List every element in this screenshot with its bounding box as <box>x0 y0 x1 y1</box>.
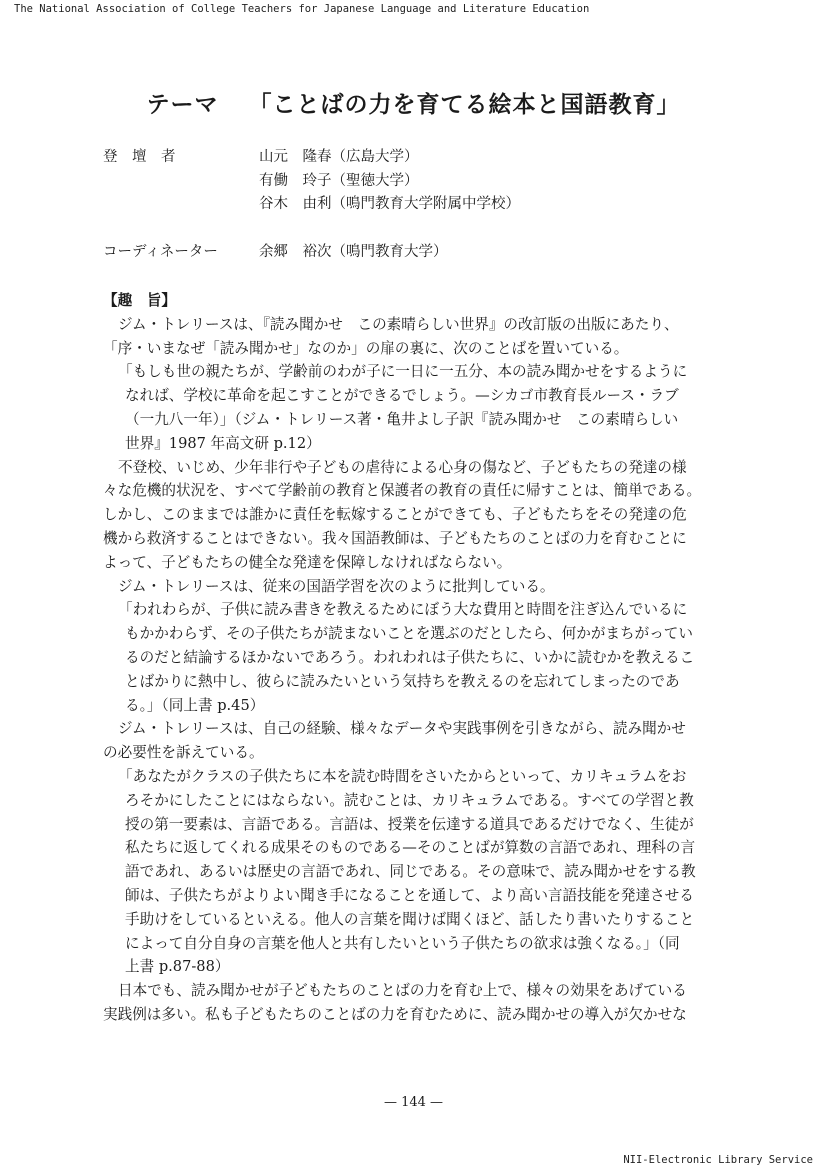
page-number: — 144 — <box>383 1095 444 1110</box>
body-line: よって、子どもたちの健全な発達を保障しなければならない。 <box>103 553 512 571</box>
body-line: 授の第一要素は、言語である。言語は、授業を伝達する道具であるだけでなく、生徒が <box>125 815 694 833</box>
body-line: （一九八一年）」（ジム・トレリース著・亀井よし子訳『読み聞かせ この素晴らしい <box>125 410 679 428</box>
body-line: 師は、子供たちがよりよい聞き手になることを通して、より高い言語技能を発達させる <box>125 886 694 904</box>
body-line: 上書 p.87-88） <box>125 958 230 976</box>
body-line: る。」（同上書 p.45） <box>125 696 265 714</box>
journal-header: The National Association of College Teachers for Japanese Language and Literature Education <box>14 3 590 15</box>
body-line: もかかわらず、その子供たちが読まないことを選ぶのだとしたら、何かがまちがってい <box>125 625 693 643</box>
body-text <box>103 289 736 1027</box>
title-main: 「ことばの力を育てる絵本と国語教育」 <box>248 91 681 118</box>
body-lines <box>103 313 736 1027</box>
body-line: とばかりに熱中し、彼らに読みたいという気持ちを教えるのを忘れてしまったのであ <box>125 672 680 690</box>
page-title <box>0 86 827 119</box>
speaker-name: 谷木 由利（鳴門教育大学附属中学校） <box>259 196 520 212</box>
body-line: 「あなたがクラスの子供たちに本を読む時間をさいたからといって、カリキュラムをお <box>118 767 687 785</box>
speaker-name: 山元 隆春（広島大学） <box>259 149 419 165</box>
body-line: 不登校、いじめ、少年非行や子どもの虐待による心身の傷など、子どもたちの発達の様 <box>118 458 687 476</box>
body-line: 語であれ、あるいは歴史の言語であれ、同じである。その意味で、読み聞かせをする教 <box>125 863 696 881</box>
body-line: 機から救済することはできない。我々国語教師は、子どもたちのことばの力を育むことに <box>103 529 687 547</box>
body-line: るのだと結論するほかないであろう。われわれは子供たちに、いかに読むかを教えるこ <box>125 648 695 666</box>
title-theme-label: テーマ <box>146 91 219 118</box>
body-line: 手助けをしているといえる。他人の言葉を聞けば聞くほど、話したり書いたりすること <box>125 910 695 928</box>
body-line: ジム・トレリースは、自己の経験、様々なデータや実践事例を引きながら、読み聞かせ <box>118 720 686 738</box>
body-line: 「もしも世の親たちが、学齢前のわが子に一日に一五分、本の読み聞かせをするように <box>118 363 688 381</box>
body-line: 「序・いまなぜ「読み聞かせ」なのか」の扉の裏に、次のことばを置いている。 <box>103 339 629 357</box>
coordinator-name: 余郷 裕次（鳴門教育大学） <box>259 244 448 260</box>
body-line: 「われわらが、子供に読み書きを教えるためにぼう大な費用と時間を注ぎ込んでいるに <box>118 601 688 619</box>
body-line: によって自分自身の言葉を他人と共有したいという子供たちの欲求は強くなる。」（同 <box>125 934 680 952</box>
body-line: しかし、このままでは誰かに責任を転嫁することができても、子どもたちをその発達の危 <box>103 506 687 524</box>
body-line: ジム・トレリースは、従来の国語学習を次のように批判している。 <box>118 577 555 595</box>
body-line: ろそかにしたことにはならない。読むことは、カリキュラムである。すべての学習と教 <box>125 791 694 809</box>
body-line: なれば、学校に革命を起こすことができるでしょう。—シカゴ市教育長ルース・ラブ <box>125 387 679 405</box>
body-line: 実践例は多い。私も子どもたちのことばの力を育むために、読み聞かせの導入が欠かせな <box>103 1005 687 1023</box>
section-heading: 【趣 旨】 <box>103 292 176 309</box>
speaker-name: 有働 玲子（聖徳大学） <box>259 173 419 189</box>
library-footer: NII-Electronic Library Service <box>623 1154 813 1166</box>
body-line: 日本でも、読み聞かせが子どもたちのことばの力を育む上で、様々の効果をあげている <box>118 982 687 1000</box>
body-line: 私たちに返してくれる成果そのものである—そのことばが算数の言語であれ、理科の言 <box>125 839 696 857</box>
coordinator-label: コーディネーター <box>103 244 218 260</box>
body-line: ジム・トレリースは、『読み聞かせ この素晴らしい世界』の改訂版の出版にあたり、 <box>118 315 679 333</box>
body-line: の必要性を訴えている。 <box>103 744 264 762</box>
body-line: 々な危機的状況を、すべて学齢前の教育と保護者の教育の責任に帰すことは、簡単である。 <box>103 482 702 500</box>
body-line: 世界』1987 年高文研 p.12） <box>125 434 321 452</box>
speakers-label: 登 壇 者 <box>103 149 176 165</box>
